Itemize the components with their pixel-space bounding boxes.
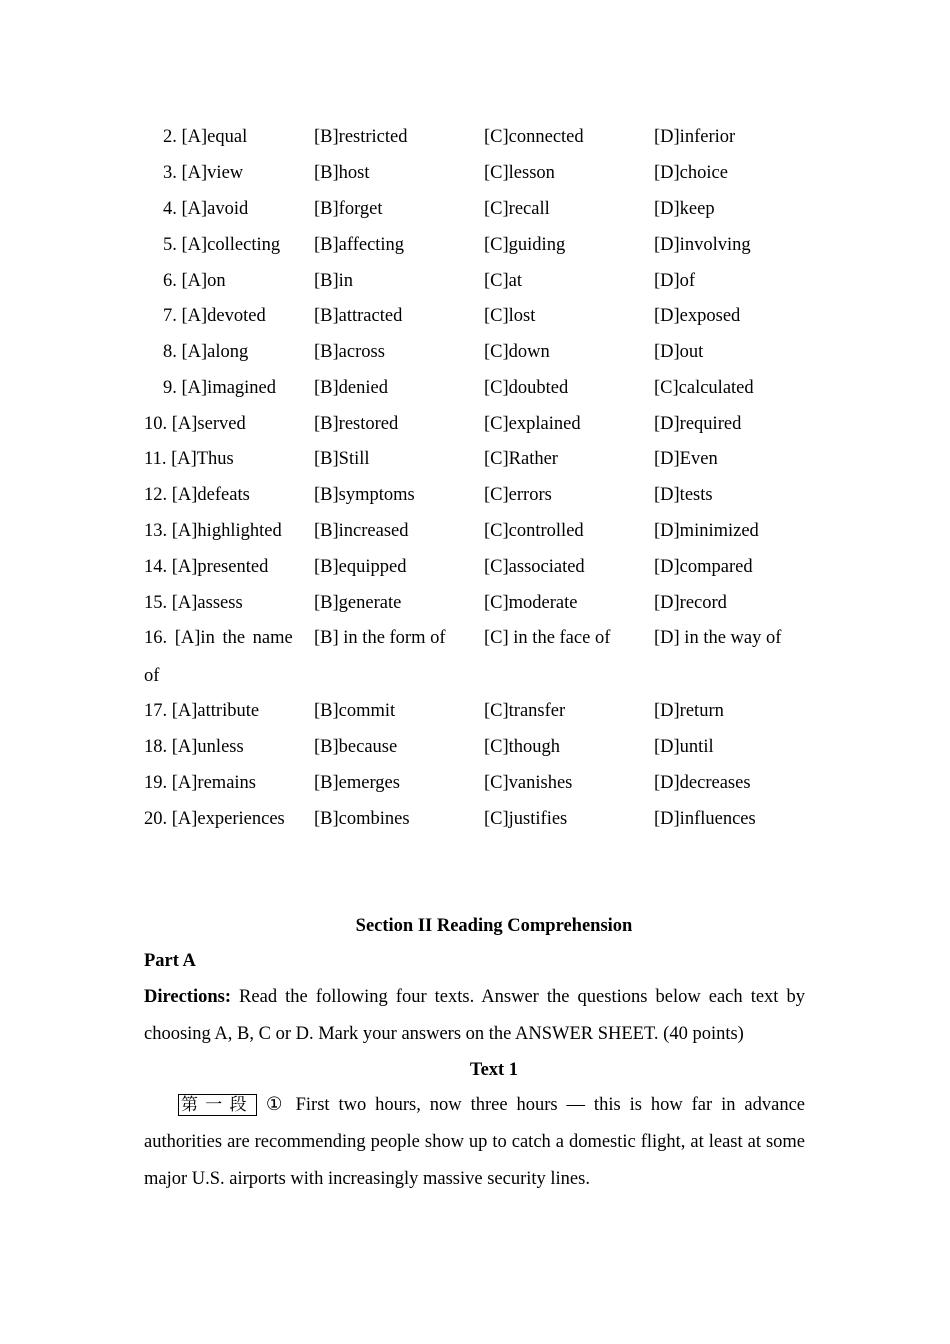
option-d: [C]calculated bbox=[654, 378, 754, 398]
option-row bbox=[0, 406, 950, 442]
option-d: [D]inferior bbox=[654, 127, 736, 147]
option-c: [C]transfer bbox=[484, 701, 566, 721]
option-a: 7. [A]devoted bbox=[163, 306, 266, 326]
directions-text: Read the following four texts. Answer the questions below each text by choosing A, B, C or D. Mark your answers on the ANSWER SHEET. (40 points) bbox=[144, 987, 805, 1044]
option-a: 15. [A]assess bbox=[144, 593, 243, 613]
directions bbox=[144, 979, 805, 1053]
option-row bbox=[0, 441, 950, 477]
option-a: 17. [A]attribute bbox=[144, 701, 260, 721]
option-a: 8. [A]along bbox=[163, 342, 249, 362]
option-b: [B]commit bbox=[314, 701, 396, 721]
option-d: [D]Even bbox=[654, 449, 718, 469]
option-a: 20. [A]experiences bbox=[144, 809, 285, 829]
option-b: [B]combines bbox=[314, 809, 410, 829]
option-a: 18. [A]unless bbox=[144, 737, 244, 757]
option-c: [C]recall bbox=[484, 199, 550, 219]
option-b: [B]increased bbox=[314, 521, 409, 541]
option-d: [D]decreases bbox=[654, 773, 751, 793]
option-d: [D]keep bbox=[654, 199, 715, 219]
option-b: [B]attracted bbox=[314, 306, 403, 326]
option-row bbox=[0, 227, 950, 263]
option-c: [C]guiding bbox=[484, 235, 566, 255]
option-a: 13. [A]highlighted bbox=[144, 521, 282, 541]
option-b: [B]emerges bbox=[314, 773, 400, 793]
option-c: [C]connected bbox=[484, 127, 584, 147]
option-row bbox=[0, 477, 950, 513]
option-row bbox=[0, 191, 950, 227]
paragraph-tag: 第一段 bbox=[178, 1094, 257, 1116]
option-b: [B]host bbox=[314, 163, 370, 183]
option-b: [B]restricted bbox=[314, 127, 408, 147]
paragraph-text: First two hours, now three hours — this is how far in advance authorities are recommending people show up to catch a domestic flight, at least at some major U.S. airports with increasingly massive security lines. bbox=[144, 1095, 805, 1189]
option-d: [D]of bbox=[654, 271, 696, 291]
option-row bbox=[0, 263, 950, 299]
option-c: [C]controlled bbox=[484, 521, 584, 541]
option-c: [C]lesson bbox=[484, 163, 555, 183]
option-d: [D]out bbox=[654, 342, 704, 362]
option-row bbox=[0, 620, 950, 656]
text-title: Text 1 bbox=[469, 1060, 519, 1080]
option-d: [D]record bbox=[654, 593, 727, 613]
part-title: Part A bbox=[144, 951, 196, 971]
option-row bbox=[0, 801, 950, 837]
option-a: 6. [A]on bbox=[163, 271, 226, 291]
option-c: [C]vanishes bbox=[484, 773, 573, 793]
option-b: [B]forget bbox=[314, 199, 383, 219]
option-row bbox=[0, 729, 950, 765]
option-a: 3. [A]view bbox=[163, 163, 244, 183]
option-c: [C]errors bbox=[484, 485, 552, 505]
option-b: [B]generate bbox=[314, 593, 402, 613]
option-d: [D]minimized bbox=[654, 521, 759, 541]
option-d: [D]exposed bbox=[654, 306, 741, 326]
sentence-marker: ① bbox=[265, 1095, 287, 1115]
option-d: [D]influences bbox=[654, 809, 756, 829]
option-row bbox=[0, 334, 950, 370]
option-c: [C]down bbox=[484, 342, 550, 362]
option-row bbox=[0, 585, 950, 621]
option-c: [C]justifies bbox=[484, 809, 568, 829]
option-d: [D]required bbox=[654, 414, 742, 434]
option-b: [B]Still bbox=[314, 449, 370, 469]
option-b: [B]denied bbox=[314, 378, 388, 398]
option-c: [C] in the face of bbox=[484, 628, 611, 648]
option-row bbox=[0, 298, 950, 334]
option-row bbox=[0, 765, 950, 801]
option-d: [D]until bbox=[654, 737, 714, 757]
option-b: [B] in the form of bbox=[314, 628, 446, 648]
option-c: [C]at bbox=[484, 271, 523, 291]
option-row bbox=[0, 693, 950, 729]
option-b: [B]in bbox=[314, 271, 354, 291]
option-a: 19. [A]remains bbox=[144, 773, 256, 793]
option-d: [D]involving bbox=[654, 235, 751, 255]
option-a: 16. [A]in the name bbox=[144, 628, 293, 648]
option-b: [B]because bbox=[314, 737, 398, 757]
option-row bbox=[0, 370, 950, 406]
option-a: 10. [A]served bbox=[144, 414, 246, 434]
option-b: [B]affecting bbox=[314, 235, 405, 255]
option-c: [C]moderate bbox=[484, 593, 578, 613]
paragraph-1 bbox=[144, 1087, 805, 1198]
option-a: 4. [A]avoid bbox=[163, 199, 249, 219]
option-row bbox=[0, 119, 950, 155]
option-row bbox=[0, 513, 950, 549]
option-d: [D]return bbox=[654, 701, 724, 721]
directions-label: Directions: bbox=[144, 987, 231, 1007]
option-c: [C]though bbox=[484, 737, 561, 757]
option-c: [C]explained bbox=[484, 414, 581, 434]
option-a: 9. [A]imagined bbox=[163, 378, 277, 398]
option-a: 12. [A]defeats bbox=[144, 485, 250, 505]
option-c: [C]associated bbox=[484, 557, 585, 577]
option-a: 5. [A]collecting bbox=[163, 235, 281, 255]
option-c: [C]doubted bbox=[484, 378, 569, 398]
option-a: 2. [A]equal bbox=[163, 127, 248, 147]
option-d: [D]tests bbox=[654, 485, 713, 505]
option-row bbox=[0, 549, 950, 585]
option-a-wrap: of bbox=[144, 666, 160, 686]
section-title: Section II Reading Comprehension bbox=[355, 916, 633, 936]
option-b: [B]equipped bbox=[314, 557, 407, 577]
option-a: 11. [A]Thus bbox=[144, 449, 234, 469]
option-b: [B]symptoms bbox=[314, 485, 415, 505]
option-c: [C]lost bbox=[484, 306, 536, 326]
option-d: [D]compared bbox=[654, 557, 753, 577]
option-d: [D]choice bbox=[654, 163, 728, 183]
option-row bbox=[0, 155, 950, 191]
option-b: [B]restored bbox=[314, 414, 399, 434]
option-a: 14. [A]presented bbox=[144, 557, 269, 577]
option-b: [B]across bbox=[314, 342, 385, 362]
option-d: [D] in the way of bbox=[654, 628, 782, 648]
option-c: [C]Rather bbox=[484, 449, 558, 469]
